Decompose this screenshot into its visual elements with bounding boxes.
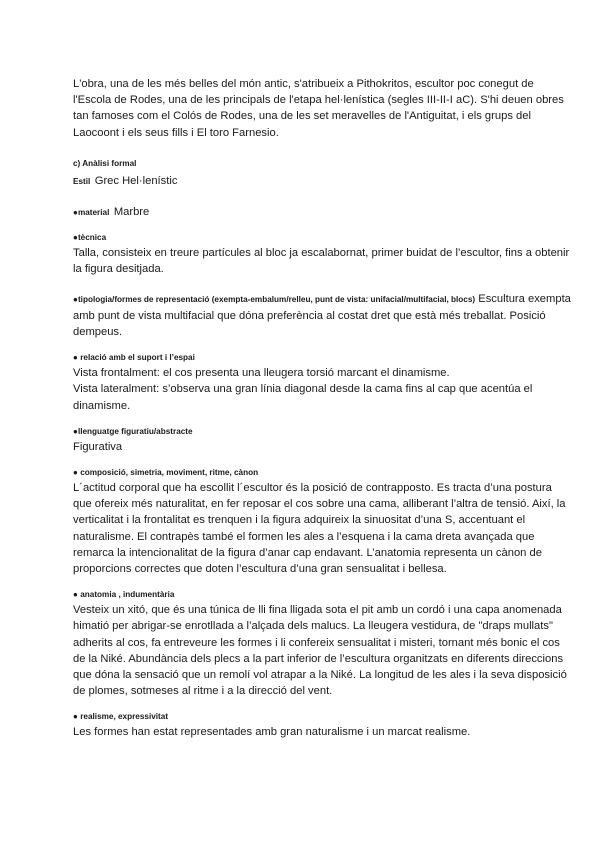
tecnica-label: ●tècnica	[73, 233, 107, 243]
llenguatge-text: Figurativa	[73, 440, 123, 453]
suport-line-2: Vista lateralment: s’observa una gran línia diagonal desde la cama fins al cap que acentúa el dinamisme.	[73, 383, 533, 412]
estil-section	[73, 171, 573, 189]
tipologia-label: ●tipologia/formes de representació (exempta-embalum/relleu, punt de vista: unifacial/multifacial, blocs)	[73, 294, 476, 304]
llenguatge-section	[73, 427, 573, 455]
material-label: ●material	[73, 208, 110, 218]
estil-value: Grec Hel·lenístic	[94, 174, 178, 187]
suport-label: ● relació amb el suport i l’espai	[73, 353, 195, 363]
realisme-section	[73, 712, 573, 740]
anatomia-section	[73, 590, 573, 699]
analysis-heading: c) Anàlisi formal	[73, 158, 137, 168]
realisme-text: Les formes han estat representades amb gran naturalisme i un marcat realisme.	[73, 726, 471, 739]
tecnica-section	[73, 233, 573, 277]
estil-label: Estil	[73, 176, 91, 186]
document-page	[73, 76, 573, 754]
intro-paragraph: L'obra, una de les més belles del món antic, s'atribueix a Pithokritos, escultor poc conegut de l'Escola de Rodes, una de les principals de l'etapa hel·lenística (segles III-II-I aC). S'hi deuen obres tan famoses com el Colós de Rodes, una de les set meravelles de l'Antiguitat, i els grups del Laocoont i els seus fills i El toro Farnesio.	[73, 78, 564, 139]
realisme-label: ● realisme, expressivitat	[73, 712, 169, 722]
anatomia-text: Vesteix un xitó, que és una túnica de lli fina lligada sota el pit amb un cordó i una capa anomenada himatió per abrigar-se enrotllada a l’alçada dels malucs. La lleugera vestidura, de "draps mullats" adherits al cos, fa entreveure les formes i li confereix sensualitat i misteri, tornant més bonic el cos de la Niké. Abundància dels plecs a la part inferior de l’escultura organitzats en diferents direccions que dóna la sensació que un remolí vol atrapar a la Niké. La longitud de les ales i la seva disposició de plomes, sotmeses al ritme i a la direcció del vent.	[73, 604, 567, 698]
tipologia-paragraph	[73, 291, 573, 341]
llenguatge-label: ●llenguatge figuratiu/abstracte	[73, 426, 193, 436]
suport-section	[73, 353, 573, 414]
composicio-text: L´actitud corporal que ha escollit l´escultor és la posició de contrapposto. Es tracta d’una postura que ofereix més naturalitat, en fer reposar el cos sobre una cama, alliberant l’altra de tensió. Així, la verticalitat i la frontalitat es trenquen i la figura adquireix la sinuositat d’una S, accentuant el naturalisme. El contrapès també el formen les ales a l’esquena i la cama dreta avançada que remarca la intencionalitat de la figura d’anar cap endavant. L’anatomia representa un cànon de proporcions correctes que doten l’escultura d’una gran sensualitat i bellesa.	[73, 482, 566, 576]
tipologia-text: Escultura exempta amb punt de vista multifacial que dóna preferència al costat dret que està més treballat. Posició dempeus.	[73, 292, 571, 339]
material-value: Marbre	[113, 206, 150, 219]
tipologia-section	[73, 291, 573, 341]
suport-line-1: Vista frontalment: el cos presenta una lleugera torsió marcant el dinamisme.	[73, 367, 450, 380]
tecnica-text: Talla, consisteix en treure partícules al bloc ja escalabornat, primer buidat de l’escultor, fins a obtenir la figura desitjada.	[73, 247, 570, 276]
composicio-section	[73, 468, 573, 577]
anatomia-label: ● anatomia , indumentària	[73, 590, 175, 600]
composicio-label: ● composició, simetria, moviment, ritme, cànon	[73, 468, 259, 478]
material-section	[73, 202, 573, 220]
